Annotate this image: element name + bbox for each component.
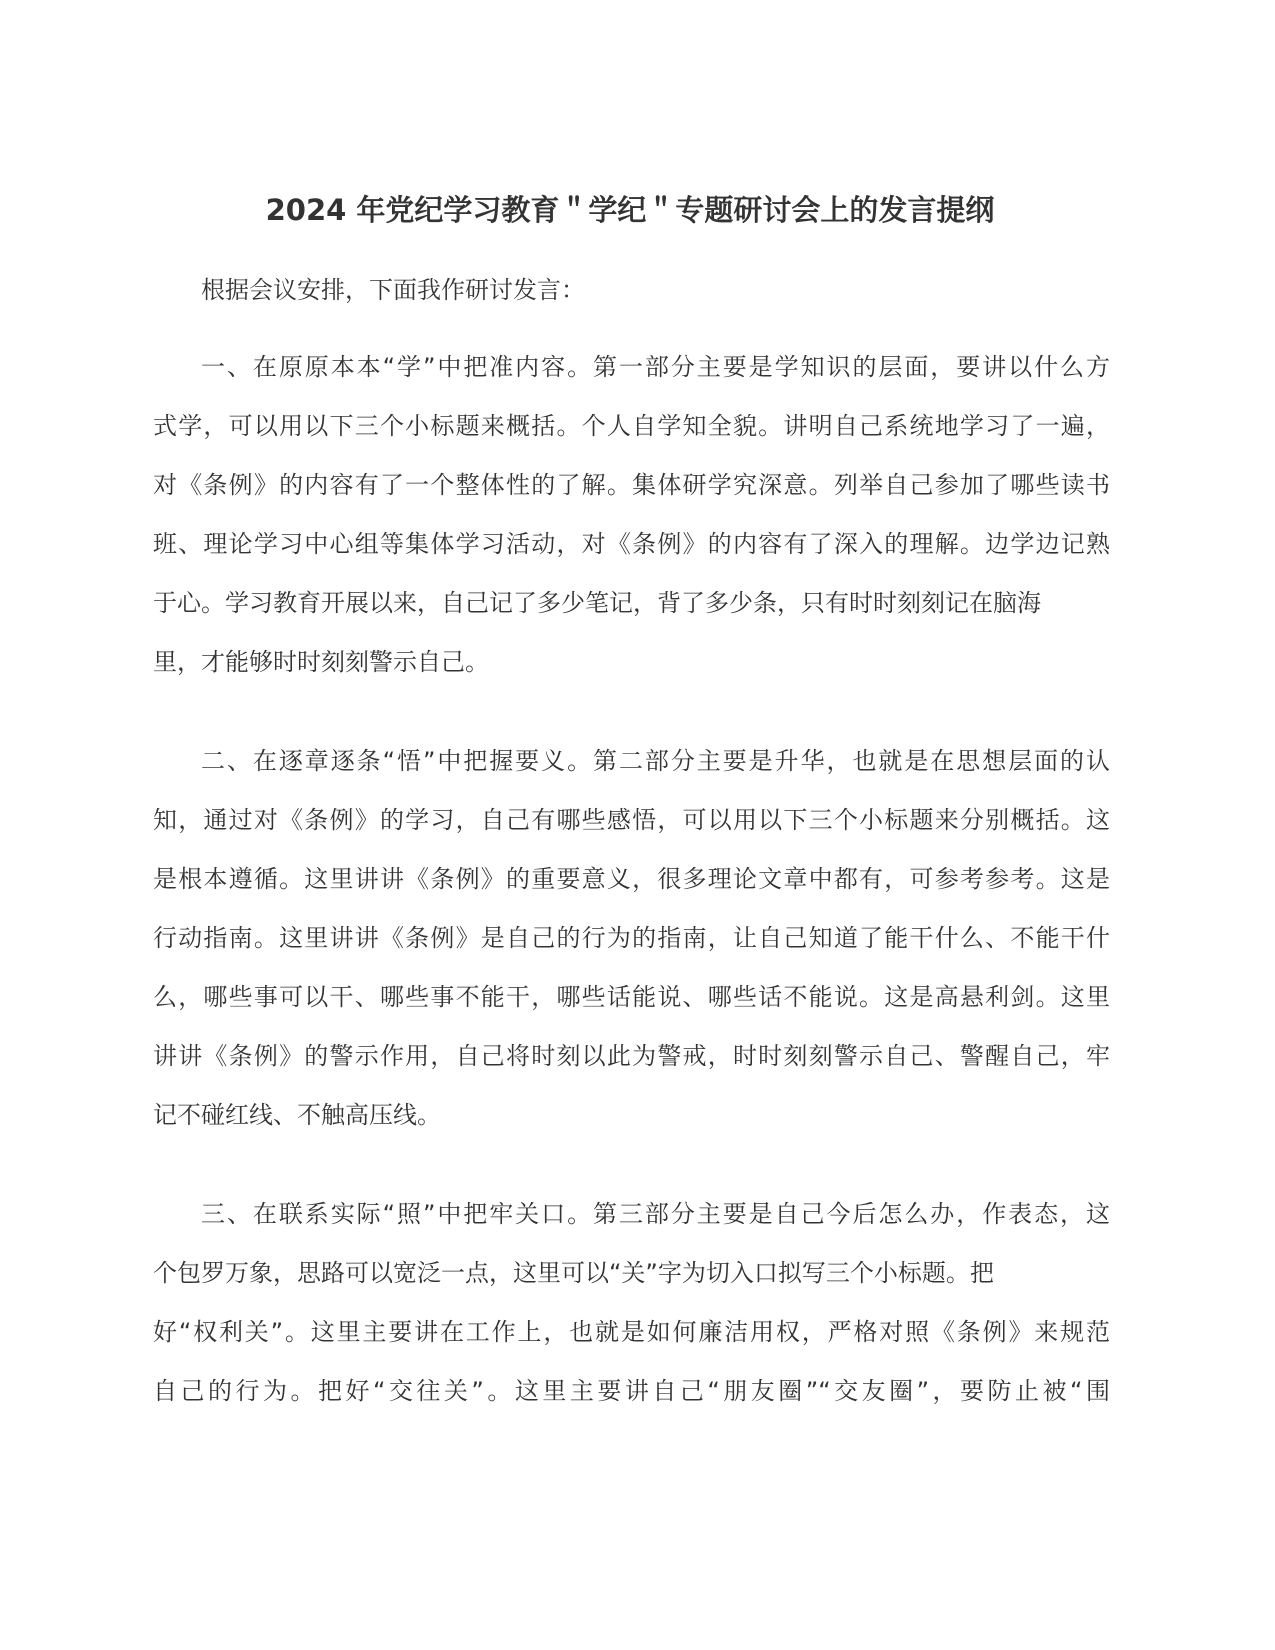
paragraph-line: 对《条例》的内容有了一个整体性的了解。集体研学究深意。列举自己参加了哪些读书 xyxy=(153,471,1110,499)
paragraph-line: 一、在原原本本“学”中把准内容。第一部分主要是学知识的层面，要讲以什么方 xyxy=(201,353,1110,381)
paragraph-line: 是根本遵循。这里讲讲《条例》的重要意义，很多理论文章中都有，可参考参考。这是 xyxy=(153,865,1110,893)
intro-paragraph: 根据会议安排，下面我作研讨发言： xyxy=(201,276,585,304)
paragraph-line: 里，才能够时时刻刻警示自己。 xyxy=(153,648,489,676)
paragraph-line: 自己的行为。把好“交往关”。这里主要讲自己“朋友圈”“交友圈”，要防止被“围 xyxy=(153,1377,1110,1405)
paragraph-line: 个包罗万象，思路可以宽泛一点，这里可以“关”字为切入口拟写三个小标题。把 xyxy=(153,1259,994,1287)
paragraph-line: 么，哪些事可以干、哪些事不能干，哪些话能说、哪些话不能说。这是高悬利剑。这里 xyxy=(153,983,1110,1011)
paragraph-line: 行动指南。这里讲讲《条例》是自己的行为的指南，让自己知道了能干什么、不能干什 xyxy=(153,924,1110,952)
paragraph-1 xyxy=(153,347,1110,701)
paragraph-line: 知，通过对《条例》的学习，自己有哪些感悟，可以用以下三个小标题来分别概括。这 xyxy=(153,806,1110,834)
paragraph-line: 式学，可以用以下三个小标题来概括。个人自学知全貌。讲明自己系统地学习了一遍， xyxy=(153,412,1110,440)
paragraph-line: 记不碰红线、不触高压线。 xyxy=(153,1101,441,1129)
paragraph-line: 二、在逐章逐条“悟”中把握要义。第二部分主要是升华，也就是在思想层面的认 xyxy=(201,747,1110,775)
paragraph-line: 三、在联系实际“照”中把牢关口。第三部分主要是自己今后怎么办，作表态，这 xyxy=(201,1200,1110,1228)
paragraph-line: 于心。学习教育开展以来，自己记了多少笔记，背了多少条，只有时时刻刻记在脑海 xyxy=(153,589,1041,617)
paragraph-line: 好“权利关”。这里主要讲在工作上，也就是如何廉洁用权，严格对照《条例》来规范 xyxy=(153,1318,1110,1346)
paragraph-line: 班、理论学习中心组等集体学习活动，对《条例》的内容有了深入的理解。边学边记熟 xyxy=(153,530,1110,558)
paragraph-line: 讲讲《条例》的警示作用，自己将时刻以此为警戒，时时刻刻警示自己、警醒自己，牢 xyxy=(153,1042,1110,1070)
paragraph-3 xyxy=(153,1194,1110,1430)
paragraph-2 xyxy=(153,741,1110,1154)
document-body xyxy=(153,270,1110,1470)
document-title: 2024 年党纪学习教育＂学纪＂专题研讨会上的发言提纲 xyxy=(265,193,995,227)
